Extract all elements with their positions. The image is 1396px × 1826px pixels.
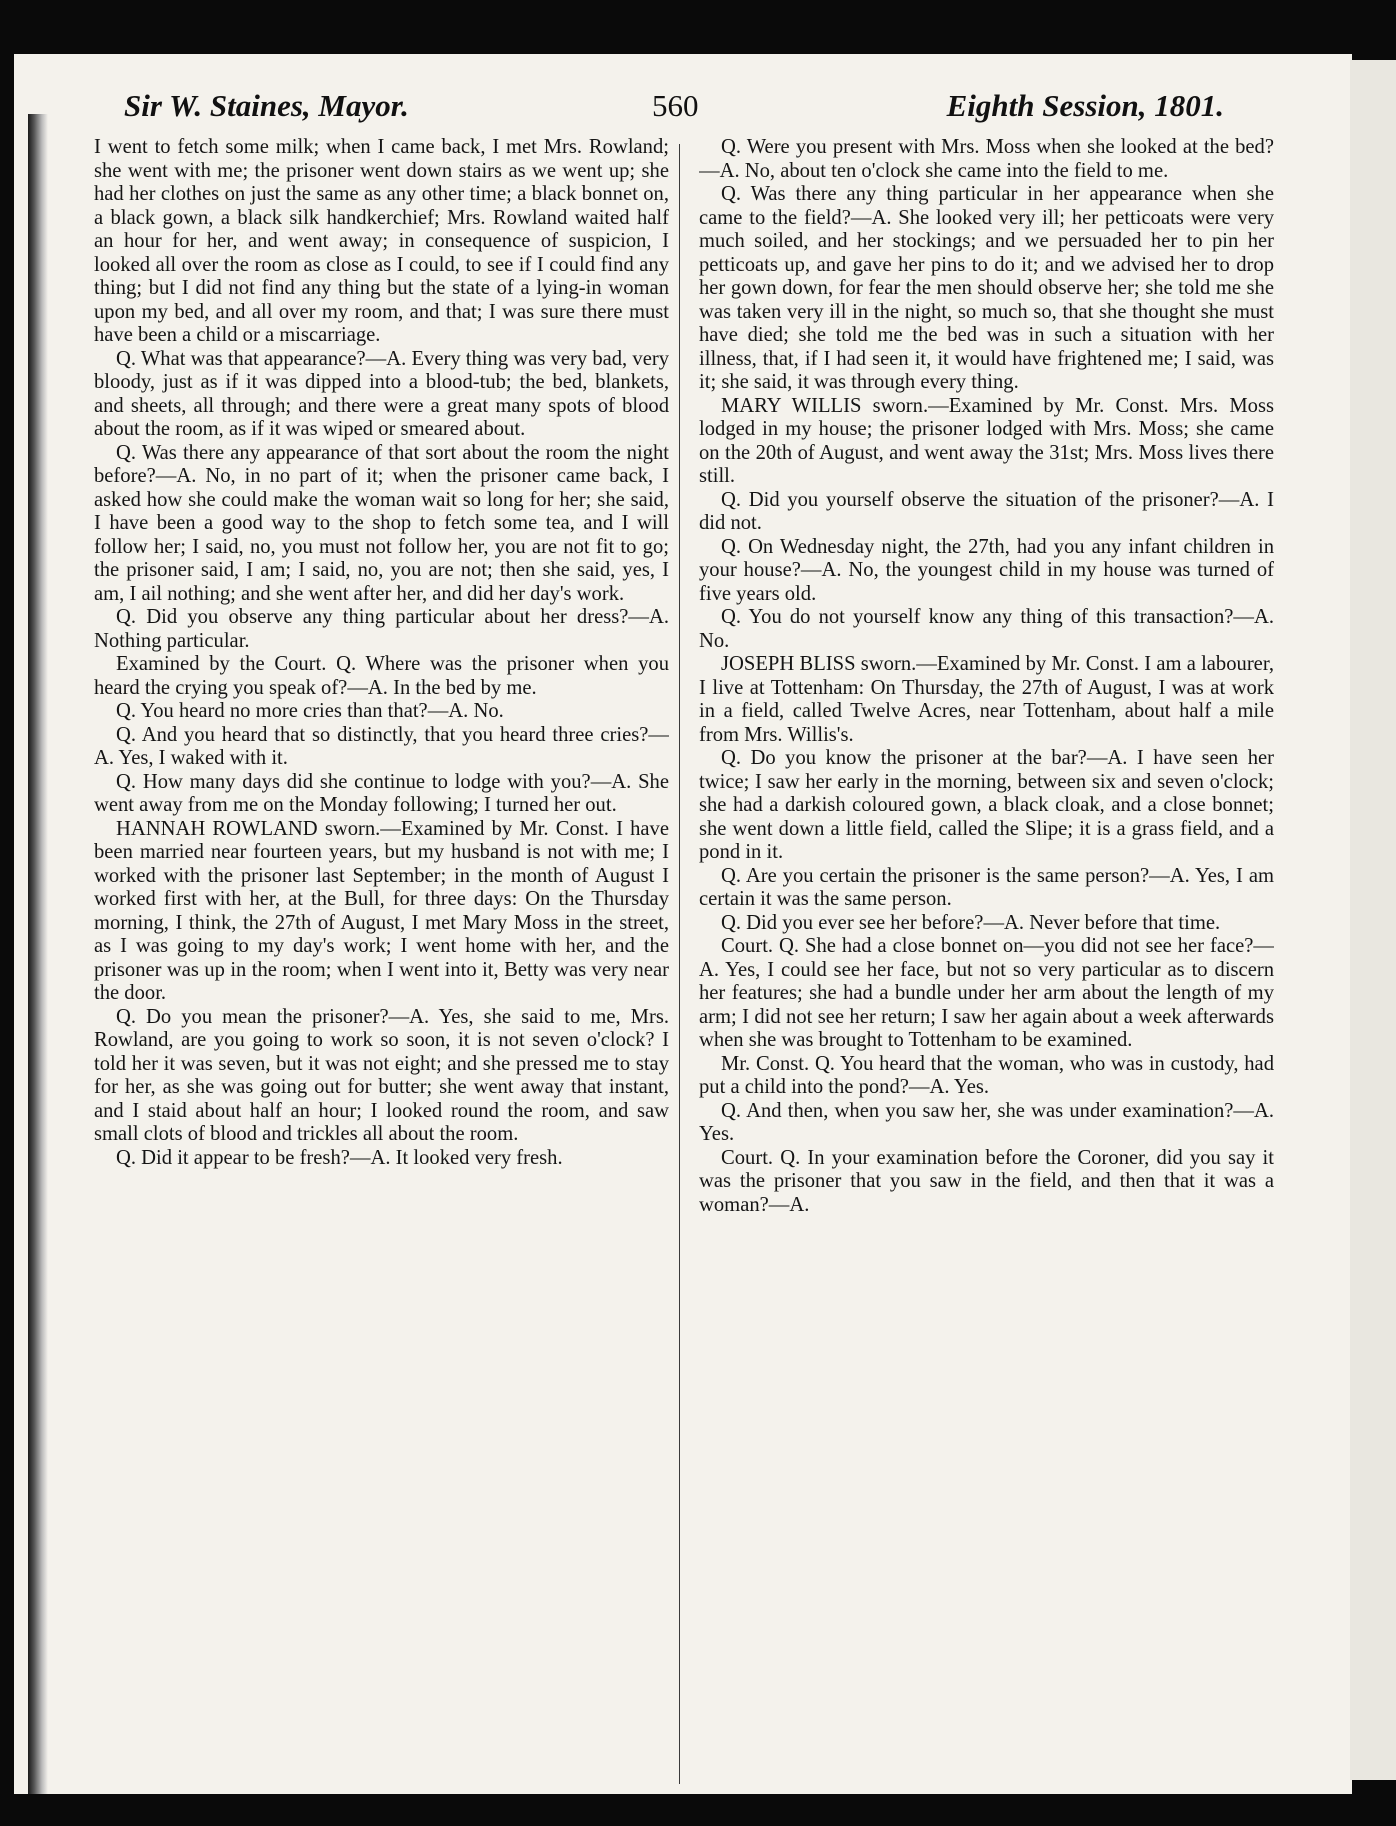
paragraph: Q. You heard no more cries than that?—A. No.: [116, 700, 504, 722]
paragraph: Q. How many days did she continue to lodge with you?—A. She went away from me on the Monday following; I turned her out.: [94, 770, 669, 816]
paragraph: Q. Are you certain the prisoner is the same person?—A. Yes, I am certain it was the same person.: [699, 864, 1274, 910]
paragraph: HANNAH ROWLAND sworn.—Examined by Mr. Const. I have been married near fourteen years, but my husband is not with me; I worked with the prisoner last September; in the month of August I worked first with her, at the Bull, for three days: On the Thursday morning, I think, the 27th of August, I met Mary Moss in the street, as I was going to my day's work; I went home with her, and the prisoner was up in the room; when I went into it, Betty was very near the door.: [94, 817, 669, 1004]
document-page: [14, 54, 1352, 1794]
paragraph: Q. Do you know the prisoner at the bar?—A. I have seen her twice; I saw her early in the morning, between six and seven o'clock; she had a darkish coloured gown, a black cloak, and a close bonnet; she went down a little field, called the Slipe; it is a grass field, and a pond in it.: [699, 747, 1274, 863]
right-column: [699, 136, 1274, 1786]
paragraph: JOSEPH BLISS sworn.—Examined by Mr. Const. I am a labourer, I live at Tottenham: On Thursday, the 27th of August, I was at work in a field, called Twelve Acres, near Tottenham, about half a mile from Mrs. Willis's.: [699, 653, 1274, 746]
paragraph: Q. You do not yourself know any thing of this transaction?—A. No.: [699, 606, 1274, 652]
paragraph: Q. Did it appear to be fresh?—A. It looked very fresh.: [116, 1146, 563, 1169]
paragraph: Mr. Const. Q. You heard that the woman, who was in custody, had put a child into the pond?—A. Yes.: [699, 1052, 1274, 1098]
paragraph: Q. Do you mean the prisoner?—A. Yes, she said to me, Mrs. Rowland, are you going to work so soon, it is not seven o'clock? I told her it was seven, but it was not eight; and she pressed me to stay for her, as she was going out for butter; she went away that instant, and I staid about half an hour; I looked round the room, and saw small clots of blood and trickles all about the room.: [94, 1005, 669, 1145]
page-number: 560: [652, 88, 699, 123]
header-left: Sir W. Staines, Mayor.: [124, 88, 409, 123]
column-divider: [679, 144, 680, 1784]
paragraph: Q. What was that appearance?—A. Every thing was very bad, very bloody, just as if it was dipped into a blood-tub; the bed, blankets, and sheets, all through; and there were a great many spots of blood about the room, as if it was wiped or smeared about.: [94, 347, 669, 440]
paragraph: Q. Did you yourself observe the situation of the prisoner?—A. I did not.: [699, 488, 1274, 534]
header-right: Eighth Session, 1801.: [946, 88, 1224, 123]
paragraph: Q. And you heard that so distinctly, that you heard three cries?—A. Yes, I waked with it.: [94, 723, 669, 769]
page-gutter-shadow: [28, 114, 48, 1794]
running-header: [124, 84, 1224, 134]
paragraph: Q. Was there any appearance of that sort about the room the night before?—A. No, in no part of it; when the prisoner came back, I asked how she could make the woman wait so long for her; she said, I have been a good way to the shop to fetch some tea, and I will follow her; I said, no, you must not follow her, you are not fit to go; the prisoner said, I am; I said, no, you are not; then she said, yes, I am, I ail nothing; and she went after her, and did her day's work.: [94, 441, 669, 605]
paragraph: Court. Q. She had a close bonnet on—you did not see her face?—A. Yes, I could see her face, but not so very particular as to discern her features; she had a bundle under her arm about the length of my arm; I did not see her return; I saw her again about a week afterwards when she was brought to Tottenham to be examined.: [699, 935, 1274, 1051]
left-column: [94, 136, 669, 1786]
paragraph: Q. On Wednesday night, the 27th, had you any infant children in your house?—A. No, the youngest child in my house was turned of five years old.: [699, 535, 1274, 605]
paragraph: Q. Did you observe any thing particular about her dress?—A. Nothing particular.: [94, 606, 669, 652]
paragraph: Q. And then, when you saw her, she was under examination?—A. Yes.: [699, 1099, 1274, 1145]
paragraph: Court. Q. In your examination before the Coroner, did you say it was the prisoner that you saw in the field, and then that it was a woman?—A.: [699, 1146, 1274, 1216]
paragraph: Q. Was there any thing particular in her appearance when she came to the field?—A. She looked very ill; her petticoats were very much soiled, and her stockings; and we persuaded her to pin her petticoats up, and gave her pins to do it; and we advised her to drop her gown down, for fear the men should observe her; she told me she was taken very ill in the night, so much so, that she thought she must have died; she told me the bed was in such a situation with her illness, that, if I had seen it, it would have frightened me; I said, was it; she said, it was through every thing.: [699, 183, 1274, 393]
paragraph: MARY WILLIS sworn.—Examined by Mr. Const. Mrs. Moss lodged in my house; the prisoner lodged with Mrs. Moss; she came on the 20th of August, and went away the 31st; Mrs. Moss lives there still.: [699, 394, 1274, 487]
paragraph: Q. Were you present with Mrs. Moss when she looked at the bed?—A. No, about ten o'clock she came into the field to me.: [699, 136, 1274, 182]
paragraph: Examined by the Court. Q. Where was the prisoner when you heard the crying you speak of?—A. In the bed by me.: [94, 653, 669, 699]
adjacent-page-edge: [1350, 60, 1396, 1780]
paragraph: Q. Did you ever see her before?—A. Never before that time.: [721, 911, 1221, 934]
paragraph: I went to fetch some milk; when I came back, I met Mrs. Rowland; she went with me; the prisoner went down stairs as we went up; she had her clothes on just the same as any other time; a black bonnet on, a black gown, a black silk handkerchief; Mrs. Rowland waited half an hour for her, and went away; in consequence of suspicion, I looked all over the room as close as I could, to see if I could find any thing; but I did not find any thing but the state of a lying-in woman upon my bed, and all over my room, and that; I was sure there must have been a child or a miscarriage.: [94, 136, 669, 346]
